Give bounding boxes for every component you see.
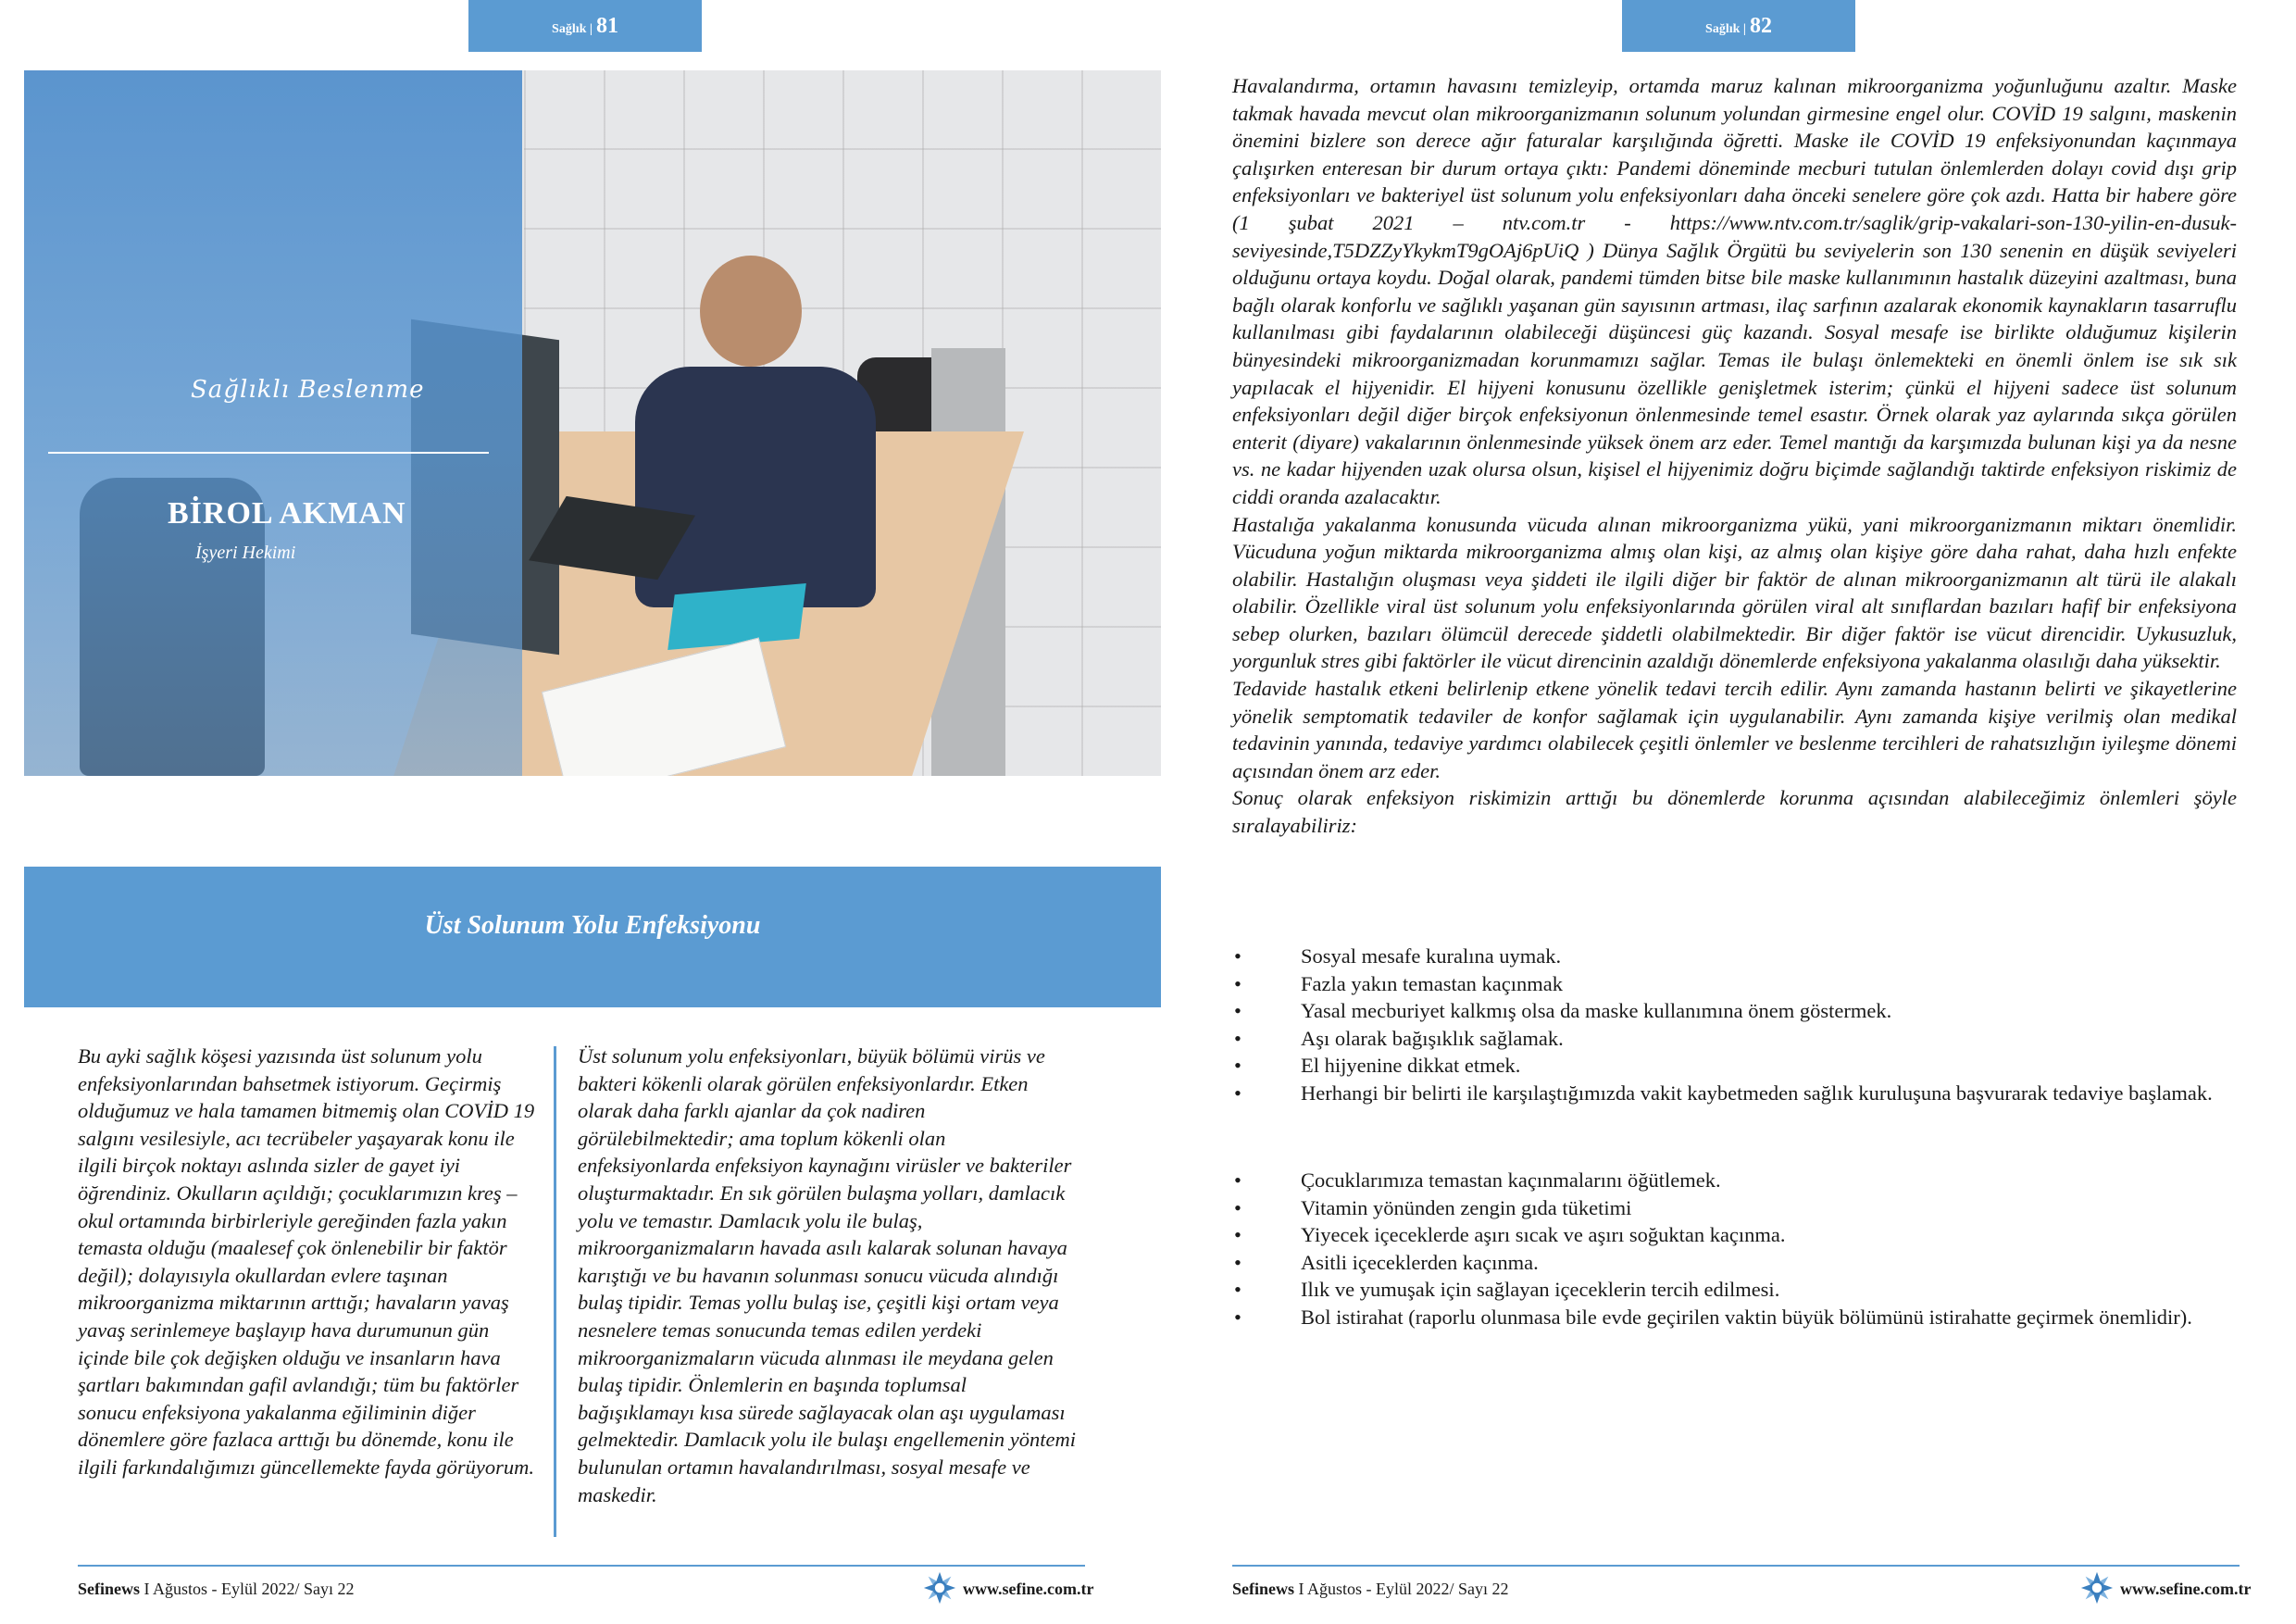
paragraph: Hastalığa yakalanma konusunda vücuda alınan mikroorganizma yükü, yani mikroorganizmanın miktarı önemlidir. Vücuduna yoğun miktarda mikroorganizma almış olan kişi, az almış olan kişiye göre daha rahat, daha hızlı enfekte olabilir. Hastalığın oluşması veya şiddeti ile ilgili diğer bir faktör de alınan mikroorganizmanın alt türü ile alakalı olabilir. Özellikle viral üst solunum yolu enfeksiyonlarında görülen viral alt sınıflardan bazıları hafif bir enfeksiyona sebep olurken, bazıları ölümcül derecede şiddetli olabilmektedir. Bir diğer faktör ise vücut direncidir. Uykusuzluk, yorgunluk stres gibi faktörler ile vücut direncinin azaldığı dönemlerde enfeksiyona yakalanma olasılığı daha yüksektir.	[1232, 512, 2237, 673]
right-header-label: Sağlık |	[1705, 22, 1746, 36]
left-footer-url[interactable]: www.sefine.com.tr	[963, 1580, 1094, 1598]
right-page-header-tab	[1622, 0, 1855, 52]
paragraph: Havalandırma, ortamın havasını temizleyip, ortamda maruz kalınan mikroorganizma yoğunluğunu azaltır. Maske takmak havada mevcut olan mikroorganizmanın solunum yolundan girmesine engel olur. COVİD 19 salgını, maskenin önemini bizlere son derece ağır faturalar karşılığında öğretti. Maske ile COVİD 19 enfeksiyonundan kaçınmaya çalışırken enteresan bir durum ortaya çıktı: Pandemi döneminde mecburi tutulan önlemlerden dolayı covid dışı grip enfeksiyonları ve bakteriyel üst solunum yolu enfeksiyonları daha önceki senelere göre çok azdı. Hatta bir habere göre (1 şubat 2021 – ntv.com.tr - https://www.ntv.com.tr/saglik/grip-vakalari-son-130-yilin-en-dusuk-seviyesinde,T5DZZyYkykmT9gOAj6pUiQ ) Dünya Sağlık Örgütü bu seviyelerin son 130 senenin en düşük seviyeleri olduğunu ortaya koydu. Doğal olarak, pandemi tümden bitse bile maske kullanımının hastalık düzeyini azaltması, buna bağlı olarak konforlu ve sağlıklı yaşanan gün sayısının artması, ilaç sarfının azalarak ekonomik kaynakların tasarruflu kullanılması gibi faydalarının olabileceği düşüncesi güç kazandı. Sosyal mesafe ise birlikte olduğumuz kişilerin bünyesindeki mikroorganizmadan korunmamızı sağlar. Temas ile bulaşı önlemekteki en önemli önlem ise sık sık yapılacak el hijyenidir. El hijyeni konusunu özellikle genişletmek isterim; çünkü el hijyeni sadece üst solunum enfeksiyonları değil diğer birçok enfeksiyonun önlenmesinde temel esastır. Örnek olarak yaz aylarında sıkça görülen enterit (diyare) vakalarının önlenmesinde yüksek önem arz eder. Temel mantığı da karşımızda bulunan kişi ya da nesne vs. ne kadar hijyenden uzak olursa olsun, kişisel el hijyenimiz doğru biçimde sağlandığı taktirde enfeksiyon riskimiz de ciddi oranda azalacaktır.	[1232, 74, 2237, 508]
column-divider	[554, 1046, 556, 1537]
list-item: • Vitamin yönünden zengin gıda tüketimi	[1232, 1194, 2251, 1222]
author-overlay	[24, 70, 522, 776]
paragraph: Tedavide hastalık etkeni belirlenip etkene yönelik tedavi tercih edilir. Aynı zamanda hastanın belirti ve şikayetlerine yönelik semptomatik tedaviler de konfor sağlamak için uygulanabilir. Aynı zamanda kişiye verilmiş olan medikal tedavinin yanında, tedaviye yardımcı olabilecek çeşitli önlemler ve beslenme tercihleri de rahatsızlığın iyileşme dönemi açısından önem arz eder.	[1232, 677, 2237, 782]
left-column-1: Bu ayki sağlık köşesi yazısında üst solunum yolu enfeksiyonlarından bahsetmek istiyorum. Geçirmiş olduğumuz ve hala tamamen bitmemiş olan COVİD 19 salgını vesilesiyle, acı tecrübeler yaşayarak konu ile ilgili birçok noktayı aslında sizler de gayet iyi öğrendiniz. Okulların açıldığı; çocuklarımızın kreş – okul ortamında birbirleriyle gereğinden fazla yakın temasta olduğu (maalesef çok önlenebilir bir faktör değil); dolayısıyla okullardan evlere taşınan mikroorganizma miktarının arttığı; havaların yavaş yavaş serinlemeye başlayıp hava durumunun gün içinde bile çok değişken olduğu ve insanların hava şartları bakımından gafil avlandığı; tüm bu faktörler sonucu enfeksiyona yakalanma eğiliminin diğer dönemlere göre fazlaca arttığı bu dönemde, konu ile ilgili farkındalığımızı güncellemekte fayda görüyorum.	[78, 1044, 535, 1479]
list-item: • Sosyal mesafe kuralına uymak.	[1232, 943, 2251, 970]
left-column-2: Üst solunum yolu enfeksiyonları, büyük bölümü virüs ve bakteri kökenli olarak görülen enfeksiyonlardır. Etken olarak daha farklı ajanlar da çok nadiren görülebilmektedir; ama toplum kökenli olan enfeksiyonlarda enfeksiyon kaynağını virüsler ve bakteriler oluşturmaktadır. En sık görülen bulaşma yolları, damlacık yolu ve temastır. Damlacık yolu ile bulaş, mikroorganizmaların havada asılı kalarak solunan havaya karıştığı ve bu havanın solunması sonucu vücuda alındığı bulaş tipidir. Temas yollu bulaş ise, çeşitli kişi ortam veya nesnelere temas sonucunda temas edilen yerdeki mikroorganizmaların vücuda alınması ile meydana gelen bulaş tipidir. Önlemlerin en başında toplumsal bağışıklamayı kısa sürede sağlayacak olan aşı uygulaması gelmektedir. Damlacık yolu ile bulaşı engellemenin yöntemi bulunulan ortamın havalandırılması, sosyal mesafe ve maskedir.	[578, 1044, 1076, 1506]
list-item: • Çocuklarımıza temastan kaçınmalarını öğütlemek.	[1232, 1167, 2251, 1194]
overlay-divider	[48, 452, 489, 454]
doctor-office-photo	[24, 70, 1161, 776]
sefine-logo-icon	[922, 1570, 957, 1605]
paragraph: Sonuç olarak enfeksiyon riskimizin arttığı bu dönemlerde korunma açısından alabileceğimiz önlemleri şöyle sıralayabiliriz:	[1232, 786, 2237, 838]
author-name: BİROL AKMAN	[168, 496, 406, 531]
left-page-number: 81	[595, 14, 618, 38]
list-item: • Ilık ve yumuşak için sağlayan içeceklerin tercih edilmesi.	[1232, 1276, 2251, 1304]
category-label: Sağlıklı Beslenme	[191, 376, 425, 404]
doctor-figure	[635, 367, 876, 607]
list-item: • Fazla yakın temastan kaçınmak	[1232, 970, 2251, 998]
right-page-number: 82	[1749, 14, 1772, 38]
article-title: Üst Solunum Yolu Enfeksiyonu	[424, 911, 761, 940]
left-page-header-tab	[468, 0, 702, 52]
list-item: • Aşı olarak bağışıklık sağlamak.	[1232, 1025, 2251, 1053]
right-footer-url[interactable]: www.sefine.com.tr	[2120, 1580, 2252, 1598]
article-title-band	[24, 867, 1161, 1007]
list-item: • Asitli içeceklerden kaçınma.	[1232, 1249, 2251, 1277]
precautions-list-2	[1232, 1167, 2251, 1331]
list-item: • Herhangi bir belirti ile karşılaştığımızda vakit kaybetmeden sağlık kuruluşuna başvurarak tedaviye başlamak.	[1232, 1080, 2251, 1107]
list-item: • Bol istirahat (raporlu olunmasa bile evde geçirilen vaktin büyük bölümünü istirahatte geçirmek önemlidir).	[1232, 1304, 2251, 1331]
issue-info: Ağustos - Eylül 2022/ Sayı 22	[153, 1580, 355, 1598]
magazine-name: Sefinews	[78, 1580, 140, 1598]
right-footer-line	[1232, 1565, 2240, 1567]
precautions-list-1	[1232, 943, 2251, 1107]
author-role: İşyeri Hekimi	[195, 543, 296, 563]
right-footer-issue: Sefinews I Ağustos - Eylül 2022/ Sayı 22	[1232, 1580, 1509, 1598]
issue-info: Ağustos - Eylül 2022/ Sayı 22	[1307, 1580, 1509, 1598]
magazine-name: Sefinews	[1232, 1580, 1294, 1598]
doctor-head	[700, 256, 802, 367]
right-page-body	[1232, 72, 2237, 840]
list-item: • El hijyenine dikkat etmek.	[1232, 1052, 2251, 1080]
left-header-label: Sağlık |	[552, 22, 593, 36]
left-footer-line	[78, 1565, 1085, 1567]
sefine-logo-icon	[2079, 1570, 2115, 1605]
list-item: • Yiyecek içeceklerde aşırı sıcak ve aşırı soğuktan kaçınma.	[1232, 1221, 2251, 1249]
list-item: • Yasal mecburiyet kalkmış olsa da maske kullanımına önem göstermek.	[1232, 997, 2251, 1025]
left-footer-issue: Sefinews I Ağustos - Eylül 2022/ Sayı 22	[78, 1580, 355, 1598]
